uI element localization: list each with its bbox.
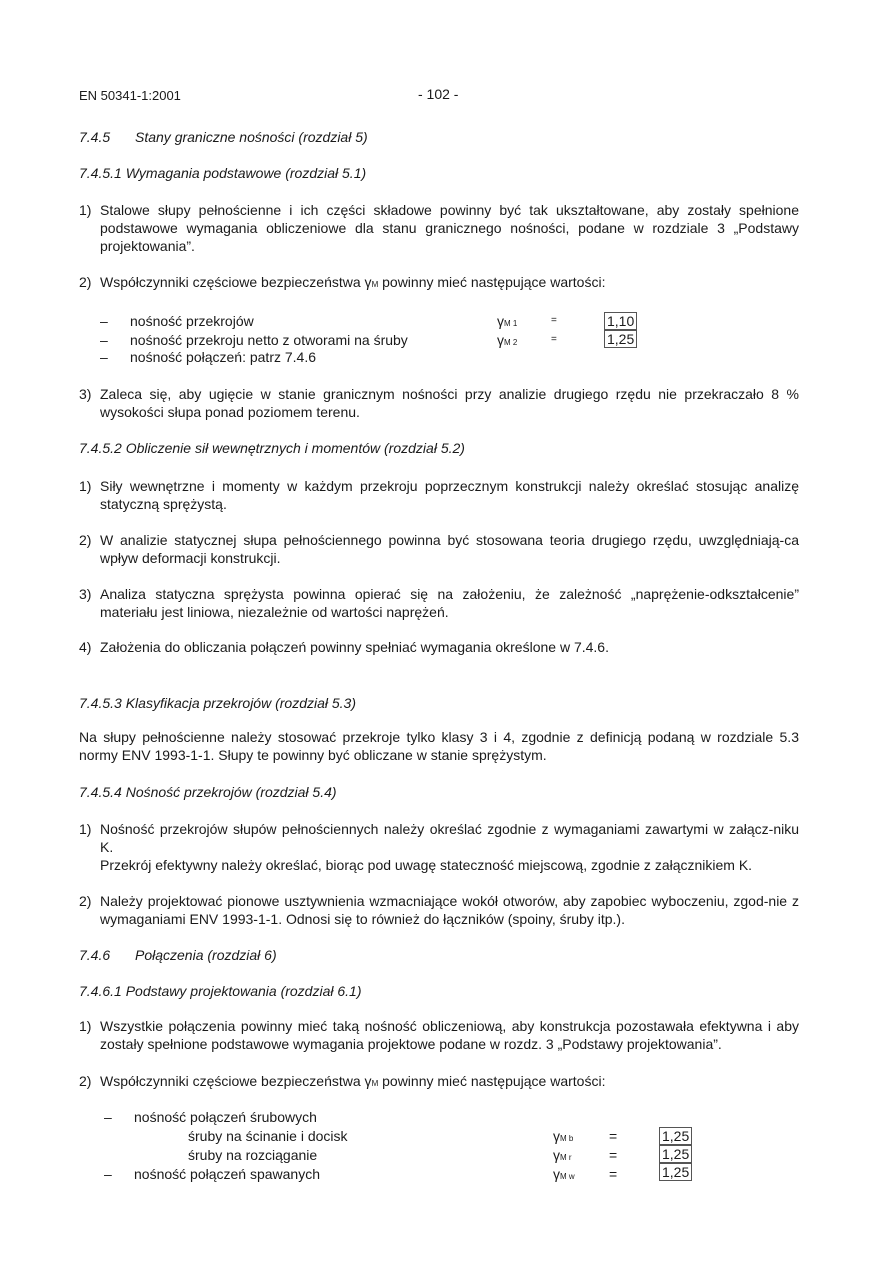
- list-item: 4) Założenia do obliczania połączeń powinny spełniać wymagania określone w 7.4.6.: [79, 638, 799, 656]
- document-id: EN 50341-1:2001: [79, 88, 181, 103]
- section-7-4-5-3-heading: 7.4.5.3 Klasyfikacja przekrojów (rozdział 5.3): [79, 695, 357, 711]
- paragraph: Na słupy pełnościenne należy stosować przekroje tylko klasy 3 i 4, zgodnie z definicją podaną w rozdziale 5.3 normy ENV 1993-1-1. Słupy te powinny być obliczane w stanie sprężystym.: [79, 729, 799, 763]
- page-number: - 102 -: [418, 86, 459, 102]
- list-label: nośność połączeń spawanych: [134, 1166, 321, 1182]
- list-label: nośność przekroju netto z otworami na śruby: [130, 332, 408, 348]
- paragraph: Nośność przekrojów słupów pełnościennych należy określać zgodnie z wymaganiami zawartymi w załącz-niku K. Przekrój efektywny należy określać, biorąc pod uwagę stateczność miejscową, zgodnie z załącznikiem K.: [100, 821, 799, 873]
- gamma-value: 1,10: [604, 312, 637, 330]
- section-title: Połączenia (rozdział 6): [135, 947, 277, 963]
- list-item: 3) Zaleca się, aby ugięcie w stanie granicznym nośności przy analizie drugiego rzędu nie przekraczało 8 % wysokości słupa ponad poziomem terenu.: [79, 386, 799, 420]
- list-item: 1) Siły wewnętrzne i momenty w każdym przekroju poprzecznym konstrukcji należy określać stosując analizę statyczną sprężystą.: [79, 478, 799, 512]
- section-title: Stany graniczne nośności (rozdział 5): [135, 129, 368, 145]
- paragraph: Wszystkie połączenia powinny mieć taką nośność obliczeniową, aby konstrukcja pozostawała efektywna i aby zostały spełnione podstawowe wymagania projektowe podane w rozdz. 3 „Podstawy projektowania”.: [100, 1018, 799, 1052]
- list-label: nośność przekrojów: [130, 313, 254, 329]
- gamma-symbol: γM 1: [497, 313, 518, 329]
- paragraph: Analiza statyczna sprężysta powinna opierać się na założeniu, że zależność „naprężenie-odkształcenie” materiału jest liniowa, niezależnie od wartości naprężeń.: [100, 586, 799, 620]
- list-label: nośność połączeń śrubowych: [134, 1109, 317, 1125]
- section-7-4-5-2-heading: 7.4.5.2 Obliczenie sił wewnętrznych i momentów (rozdział 5.2): [79, 440, 465, 456]
- list-item: 1) Stalowe słupy pełnościenne i ich części składowe powinny być tak ukształtowane, aby zostały spełnione podstawowe wymagania obliczeniowe dla stanu granicznego nośności, podane w rozdziale 3 „Podstawy projektowania”.: [79, 202, 799, 254]
- list-item: 1) Nośność przekrojów słupów pełnościennych należy określać zgodnie z wymaganiami zawartymi w załącz-niku K. Przekrój efektywny należy określać, biorąc pod uwagę stateczność miejscową, zgodnie z załącznikiem K.: [79, 821, 799, 873]
- list-label: śruby na ścinanie i docisk: [188, 1128, 348, 1144]
- gamma-value: 1,25: [659, 1163, 692, 1181]
- paragraph: Siły wewnętrzne i momenty w każdym przekroju poprzecznym konstrukcji należy określać stosując analizę statyczną sprężystą.: [100, 478, 799, 512]
- gamma-value: 1,25: [604, 330, 637, 348]
- section-7-4-5-1-heading: 7.4.5.1 Wymagania podstawowe (rozdział 5.1): [79, 165, 367, 181]
- gamma-value: 1,25: [659, 1127, 692, 1145]
- list-item: 2) Należy projektować pionowe usztywnienia wzmacniające wokół otworów, aby zapobiec wyboczeniu, zgod-nie z wymaganiami ENV 1993-1-1. Odnosi się to również do łączników (spoiny, śruby itp.).: [79, 893, 799, 927]
- section-7-4-6-heading: [79, 946, 277, 964]
- list-item: 2) W analizie statycznej słupa pełnościennego powinna być stosowana teoria drugiego rzędu, uwzględniają-ca wpływ deformacji konstrukcji.: [79, 532, 799, 566]
- paragraph: Należy projektować pionowe usztywnienia wzmacniające wokół otworów, aby zapobiec wyboczeniu, zgod-nie z wymaganiami ENV 1993-1-1. Odnosi się to również do łączników (spoiny, śruby itp.).: [100, 893, 799, 927]
- section-number: 7.4.6: [79, 947, 111, 963]
- paragraph: Stalowe słupy pełnościenne i ich części składowe powinny być tak ukształtowane, aby zostały spełnione podstawowe wymagania obliczeniowe dla stanu granicznego nośności, podane w rozdziale 3 „Podstawy projektowania”.: [100, 202, 799, 254]
- list-item: 3) Analiza statyczna sprężysta powinna opierać się na założeniu, że zależność „naprężenie-odkształcenie” materiału jest liniowa, niezależnie od wartości naprężeń.: [79, 586, 799, 620]
- list-item: 2) Współczynniki częściowe bezpieczeństwa γM powinny mieć następujące wartości:: [79, 1072, 799, 1093]
- gamma-value: 1,25: [659, 1145, 692, 1163]
- paragraph: Współczynniki częściowe bezpieczeństwa γM powinny mieć następujące wartości:: [100, 1073, 606, 1089]
- paragraph: W analizie statycznej słupa pełnościennego powinna być stosowana teoria drugiego rzędu, uwzględniają-ca wpływ deformacji konstrukcji.: [100, 532, 799, 566]
- list-item: 2) Współczynniki częściowe bezpieczeństwa γM powinny mieć następujące wartości:: [79, 273, 799, 294]
- gamma-symbol: γM 2: [497, 332, 518, 348]
- gamma-symbol: γM w: [553, 1166, 575, 1182]
- section-7-4-5-heading: [79, 128, 368, 146]
- section-number: 7.4.5: [79, 129, 111, 145]
- list-label: śruby na rozciąganie: [188, 1147, 318, 1163]
- paragraph: Współczynniki częściowe bezpieczeństwa γM powinny mieć następujące wartości:: [100, 274, 606, 290]
- paragraph: Zaleca się, aby ugięcie w stanie granicznym nośności przy analizie drugiego rzędu nie przekraczało 8 % wysokości słupa ponad poziomem terenu.: [100, 386, 799, 420]
- list-item: 1) Wszystkie połączenia powinny mieć taką nośność obliczeniową, aby konstrukcja pozostawała efektywna i aby zostały spełnione podstawowe wymagania projektowe podane w rozdz. 3 „Podstawy projektowania”.: [79, 1018, 799, 1052]
- paragraph: Założenia do obliczania połączeń powinny spełniać wymagania określone w 7.4.6.: [100, 639, 609, 655]
- document-page: EN 50341-1:2001 - 102 - 7.4.5 Stany graniczne nośności (rozdział 5) 7.4.5.1 Wymagania podstawowe (rozdział 5.1) 1) Stalowe słupy pełnościenne i ich części składowe powinny być tak ukształtowane, aby zostały spełnione podstawowe wymagania obliczeniowe dla stanu granicznego nośności, podane w rozdziale 3 „Podstawy projektowania”. 2) Współczynniki częściowe bezpieczeństwa γM powinny mieć następujące wartości: – nośność przekrojów γM 1 = 1,10 – nośność przekroju netto z otworami na śruby γM 2 = 1,25 – nośność połączeń: patrz 7.4.6 3) Zaleca się, aby ugięcie w stanie granicznym nośności przy analizie drugiego rzędu nie przekraczało 8 % wysokości słupa ponad poziomem terenu. 7.4.5.2 Obliczenie sił wewnętrznych i momentów (rozdział 5.2) 1) Siły wewnętrzne i momenty w każdym przekroju poprzecznym konstrukcji należy określać stosując analizę statyczną sprężystą. 2) W analizie statycznej słupa pełnościennego powinna być stosowana teoria drugiego rzędu, uwzględniają-ca wpływ deformacji konstrukcji. 3) Analiza statyczna sprężysta powinna opierać się na założeniu, że zależność „naprężenie-odkształcenie” materiału jest liniowa, niezależnie od wartości naprężeń. 4) Założenia do obliczania połączeń powinny spełniać wymagania określone w 7.4.6. 7.4.5.3 Klasyfikacja przekrojów (rozdział 5.3) Na słupy pełnościenne należy stosować przekroje tylko klasy 3 i 4, zgodnie z definicją podaną w rozdziale 5.3 normy ENV 1993-1-1. Słupy te powinny być obliczane w stanie sprężystym. 7.4.5.4 Nośność przekrojów (rozdział 5.4) 1) Nośność przekrojów słupów pełnościennych należy określać zgodnie z wymaganiami zawartymi w załącz-niku K. Przekrój efektywny należy określać, biorąc pod uwagę stateczność miejscową, zgodnie z załącznikiem K. 2) Należy projektować pionowe usztywnienia wzmacniające wokół otworów, aby zapobiec wyboczeniu, zgod-nie z wymaganiami ENV 1993-1-1. Odnosi się to również do łączników (spoiny, śruby itp.). 7.4.6 Połączenia (rozdział 6) 7.4.6.1 Podstawy projektowania (rozdział 6.1) 1) Wszystkie połączenia powinny mieć taką nośność obliczeniową, aby konstrukcja pozostawała efektywna i aby zostały spełnione podstawowe wymagania projektowe podane w rozdz. 3 „Podstawy projektowania”. 2) Współczynniki częściowe bezpieczeństwa γM powinny mieć następujące wartości: – nośność połączeń śrubowych śruby na ścinanie i docisk γM b = 1,25 śruby na rozciąganie γM r = 1,25 – nośność połączeń spawanych γM w = 1,25: [0, 0, 893, 1262]
- gamma-symbol: γM b: [553, 1128, 574, 1144]
- section-7-4-5-4-heading: 7.4.5.4 Nośność przekrojów (rozdział 5.4): [79, 784, 337, 800]
- list-label: nośność połączeń: patrz 7.4.6: [130, 349, 317, 365]
- section-7-4-6-1-heading: 7.4.6.1 Podstawy projektowania (rozdział 6.1): [79, 983, 362, 999]
- gamma-symbol: γM r: [553, 1147, 572, 1163]
